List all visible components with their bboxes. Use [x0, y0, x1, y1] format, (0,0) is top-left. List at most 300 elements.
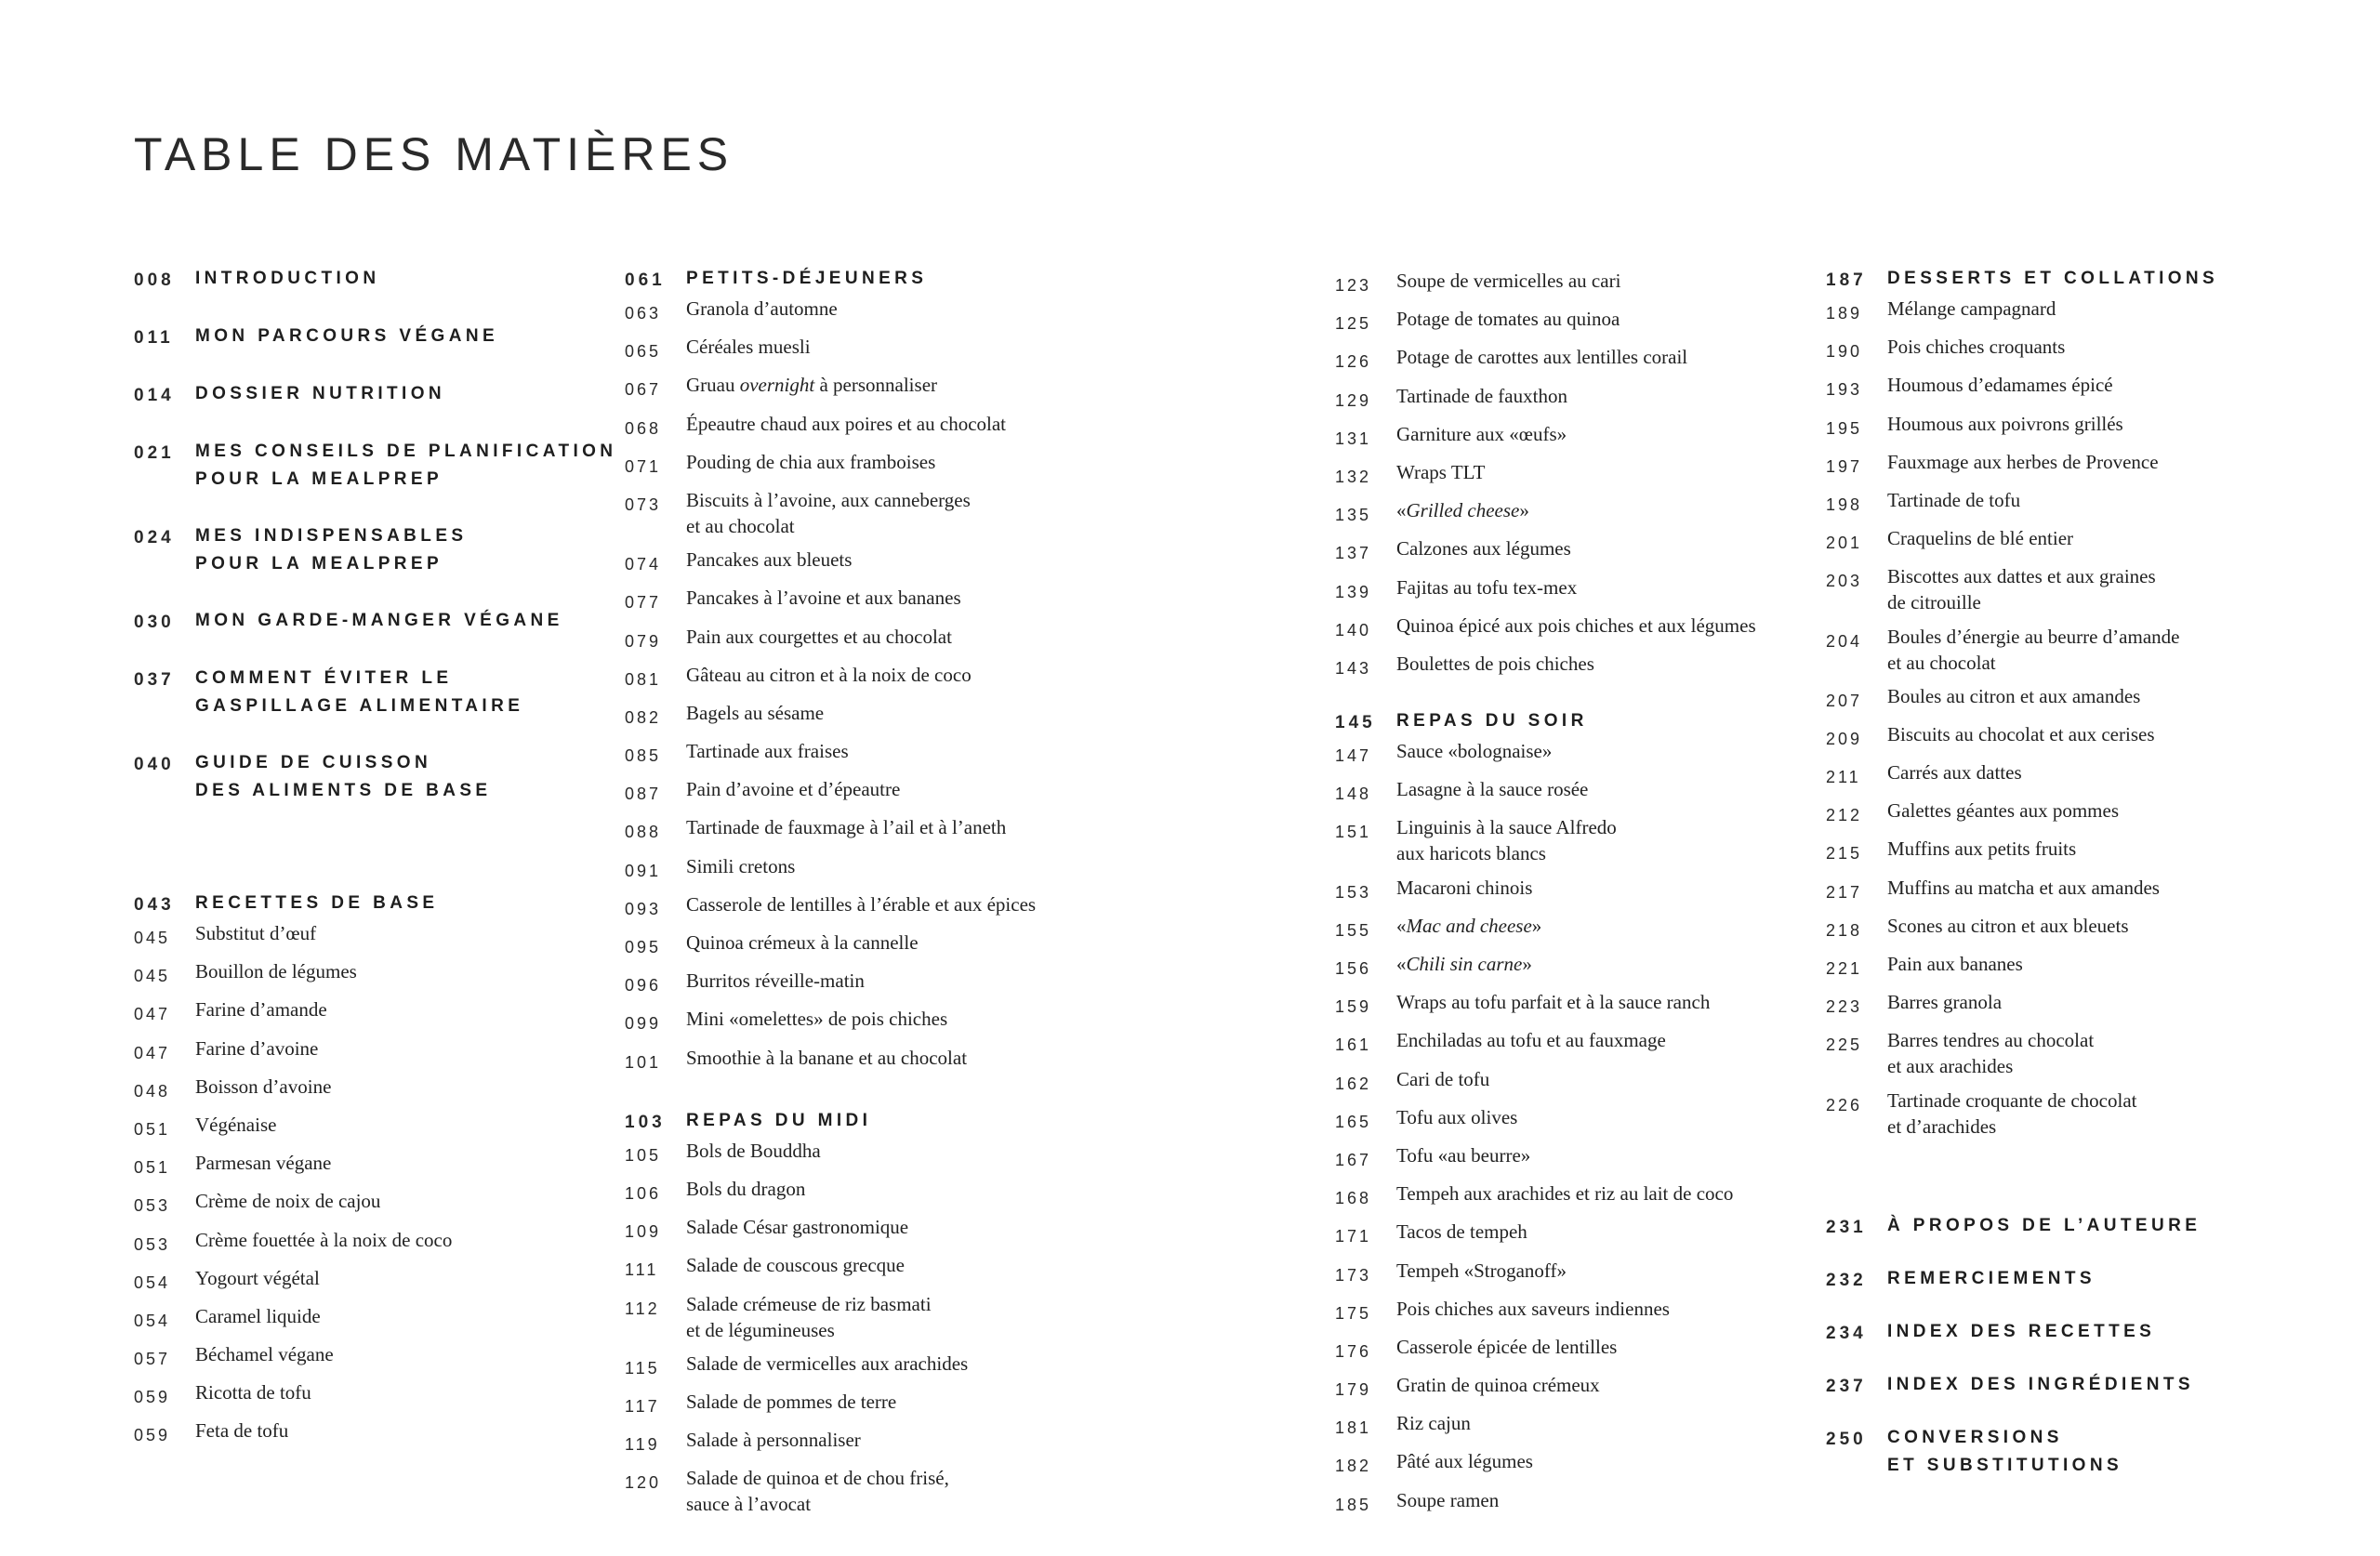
recipe-title: Biscottes aux dattes et aux graines	[1887, 565, 2156, 588]
recipe-title: et aux arachides	[1887, 1055, 2014, 1078]
page-number: 071	[625, 456, 662, 476]
toc-section-entry	[134, 749, 599, 805]
recipe-entry	[1826, 449, 2309, 480]
recipe-entry	[134, 996, 599, 1027]
recipe-entry	[625, 449, 1071, 480]
recipe-entry	[1335, 421, 1800, 452]
page-number: 048	[134, 1081, 171, 1101]
recipe-title: Casserole épicée de lentilles	[1396, 1335, 1618, 1358]
recipe-title: Salade à personnaliser	[686, 1429, 861, 1452]
page-number: 079	[625, 631, 662, 651]
section-title: CONVERSIONS	[1887, 1427, 2063, 1447]
page-number: 156	[1335, 959, 1372, 978]
recipe-entry	[1826, 1027, 2309, 1079]
page-number: 109	[625, 1222, 662, 1242]
page-number: 225	[1826, 1035, 1863, 1055]
section-heading	[1335, 707, 1800, 736]
recipe-title: et au chocolat	[686, 514, 795, 537]
recipe-entry	[1826, 411, 2309, 442]
section-heading	[625, 1107, 1071, 1136]
recipe-entry	[625, 891, 1071, 922]
recipe-title: Crème de noix de cajou	[195, 1190, 381, 1213]
recipe-title: Casserole de lentilles à l’érable et aux épices	[686, 892, 1037, 916]
page-number: 120	[625, 1473, 662, 1493]
recipe-entry	[1335, 1066, 1800, 1097]
recipe-title: Feta de tofu	[195, 1419, 289, 1443]
recipe-title: «Chili sin carne»	[1396, 953, 1532, 975]
section-title: MON GARDE-MANGER VÉGANE	[195, 611, 563, 630]
page-number: 126	[1335, 352, 1372, 372]
intro-sections	[134, 265, 617, 805]
section-title: À PROPOS DE L’AUTEURE	[1887, 1215, 2202, 1235]
recipe-entry	[1335, 1448, 1800, 1479]
page-number: 204	[1826, 631, 1863, 651]
page-number: 065	[625, 342, 662, 362]
page-number: 061	[625, 270, 666, 290]
recipe-entry	[625, 547, 1071, 577]
recipe-title: Substitut d’œuf	[195, 922, 317, 944]
section-title: ET SUBSTITUTIONS	[1887, 1455, 2123, 1475]
recipe-title: Craquelins de blé entier	[1887, 527, 2074, 550]
recipe-entry	[625, 296, 1071, 326]
section-title: DESSERTS ET COLLATIONS	[1887, 269, 2219, 288]
recipe-title: Boules au citron et aux amandes	[1887, 684, 2141, 707]
recipe-title: «Grilled cheese»	[1396, 499, 1529, 522]
recipe-entry	[134, 1379, 599, 1410]
page-number: 074	[625, 555, 662, 574]
recipe-title: Salade crémeuse de riz basmati	[686, 1292, 932, 1315]
page-number: 087	[625, 785, 662, 804]
page-number: 040	[134, 755, 175, 774]
recipe-entry	[1335, 1372, 1800, 1403]
recipe-title: Pain aux bananes	[1887, 953, 2023, 975]
recipe-entry	[625, 334, 1071, 364]
recipe-entry	[1335, 989, 1800, 1020]
page-number: 132	[1335, 467, 1372, 486]
section-desserts-et-collations	[1826, 265, 2309, 1140]
page-number: 014	[134, 386, 175, 405]
page-number: 179	[1335, 1380, 1372, 1400]
recipe-entry	[1335, 1410, 1800, 1441]
recipe-title: Salade de pommes de terre	[686, 1390, 897, 1413]
toc-section-entry	[134, 665, 599, 720]
recipe-title: Potage de tomates au quinoa	[1396, 308, 1620, 331]
recipe-title: sauce à l’avocat	[686, 1493, 812, 1516]
page-number: 111	[625, 1260, 659, 1280]
recipe-title: Pouding de chia aux framboises	[686, 450, 936, 473]
page-number: 232	[1826, 1270, 1867, 1290]
recipe-title: Barres tendres au chocolat	[1887, 1029, 2095, 1052]
recipe-entry	[134, 1418, 599, 1448]
page-number: 099	[625, 1014, 662, 1034]
page-number: 103	[625, 1112, 666, 1132]
repas-du-midi-continued	[1335, 265, 1800, 681]
page-number: 054	[134, 1272, 171, 1292]
toc-column-1	[134, 265, 617, 1457]
page-number: 182	[1335, 1457, 1372, 1476]
recipe-title: Parmesan végane	[195, 1152, 332, 1175]
page-number: 047	[134, 1043, 171, 1062]
page-number: 063	[625, 304, 662, 323]
page-number: 250	[1826, 1429, 1867, 1449]
recipe-entry	[625, 662, 1071, 692]
page-number: 139	[1335, 582, 1372, 601]
page-number: 117	[625, 1396, 660, 1416]
recipe-title: Enchiladas au tofu et au fauxmage	[1396, 1029, 1666, 1052]
recipe-entry	[1826, 487, 2309, 518]
recipe-title: de citrouille	[1887, 591, 1981, 614]
page-number: 151	[1335, 823, 1372, 842]
page-number: 197	[1826, 456, 1863, 476]
recipe-title: Pain aux courgettes et au chocolat	[686, 625, 952, 648]
section-title: GUIDE DE CUISSON	[195, 753, 432, 772]
page-number: 135	[1335, 506, 1372, 525]
recipe-title: Béchamel végane	[195, 1343, 334, 1366]
page-number: 131	[1335, 429, 1372, 448]
recipe-entry	[134, 958, 599, 989]
page-number: 148	[1335, 785, 1372, 804]
recipe-entry	[134, 920, 599, 951]
recipe-entry	[1826, 759, 2309, 790]
page-number: 068	[625, 418, 662, 438]
recipe-title: Garniture aux «œufs»	[1396, 422, 1567, 445]
recipe-title: Ricotta de tofu	[195, 1381, 311, 1404]
recipe-title: Pancakes à l’avoine et aux bananes	[686, 587, 961, 610]
recipe-title: Céréales muesli	[686, 336, 811, 359]
page-number: 047	[134, 1005, 171, 1024]
page-number: 161	[1335, 1035, 1372, 1055]
recipe-entry	[134, 1188, 599, 1219]
page-number: 155	[1335, 920, 1372, 940]
recipe-title: Farine d’avoine	[195, 1036, 319, 1060]
recipe-title: Gruau overnight à personnaliser	[686, 374, 938, 397]
toc-column-4	[1826, 265, 2309, 1504]
page-number: 011	[134, 328, 174, 348]
recipe-entry	[625, 1389, 1071, 1419]
recipe-entry	[625, 372, 1071, 402]
recipe-title: Smoothie à la banane et au chocolat	[686, 1046, 968, 1069]
recipe-title: Fajitas au tofu tex-mex	[1396, 575, 1578, 599]
section-repas-du-midi	[625, 1107, 1071, 1518]
page-number: 215	[1826, 844, 1863, 864]
recipe-title: et d’arachides	[1887, 1114, 1997, 1138]
section-title: GASPILLAGE ALIMENTAIRE	[195, 696, 524, 716]
page-number: 045	[134, 929, 171, 947]
page-number: 105	[625, 1145, 662, 1165]
recipe-title: Mélange campagnard	[1887, 297, 2056, 320]
recipe-entry	[625, 1176, 1071, 1207]
page-number: 195	[1826, 418, 1863, 438]
recipe-title: Bagels au sésame	[686, 701, 825, 724]
recipe-title: Salade de quinoa et de chou frisé,	[686, 1467, 949, 1490]
recipe-entry	[625, 1291, 1071, 1343]
page-title: TABLE DES MATIÈRES	[134, 128, 734, 180]
page-number: 059	[134, 1388, 171, 1407]
page-number: 198	[1826, 494, 1863, 514]
recipe-title: Boules d’énergie au beurre d’amande	[1887, 625, 2180, 648]
recipe-title: Muffins aux petits fruits	[1887, 837, 2077, 861]
section-heading	[134, 890, 599, 918]
page-number: 051	[134, 1119, 171, 1139]
recipe-entry	[1335, 383, 1800, 414]
recipe-title: et au chocolat	[1887, 651, 1996, 674]
page-number: 024	[134, 528, 175, 547]
recipe-entry	[134, 1265, 599, 1296]
recipe-entry	[1335, 1142, 1800, 1173]
page-number: 051	[134, 1158, 171, 1178]
recipe-title: Wraps au tofu parfait et à la sauce ranch	[1396, 991, 1711, 1014]
section-title: PETITS-DÉJEUNERS	[686, 269, 928, 288]
recipe-title: Salade de vermicelles aux arachides	[686, 1352, 969, 1375]
recipe-title: Quinoa crémeux à la cannelle	[686, 931, 919, 954]
recipe-entry	[1826, 683, 2309, 714]
page-number: 209	[1826, 729, 1863, 748]
section-title: DOSSIER NUTRITION	[195, 384, 446, 403]
recipe-entry	[1335, 814, 1800, 866]
recipe-title: Gratin de quinoa crémeux	[1396, 1374, 1600, 1397]
section-title: POUR LA MEALPREP	[195, 469, 443, 489]
page-number: 129	[1335, 390, 1372, 410]
recipe-title: Linguinis à la sauce Alfredo	[1396, 816, 1617, 839]
recipe-entry	[625, 1252, 1071, 1283]
recipe-title: Bols du dragon	[686, 1177, 806, 1200]
page-number: 137	[1335, 544, 1372, 563]
section-title: MES INDISPENSABLES	[195, 526, 468, 546]
page-number: 145	[1335, 713, 1376, 733]
page-number: 221	[1826, 959, 1863, 978]
recipe-title: Tofu «au beurre»	[1396, 1143, 1531, 1167]
recipe-title: Yogourt végétal	[195, 1266, 320, 1289]
recipe-title: Tartinade aux fraises	[686, 740, 849, 763]
recipe-entry	[625, 1214, 1071, 1245]
recipe-entry	[1335, 306, 1800, 336]
recipe-entry	[134, 1341, 599, 1372]
page-number: 067	[625, 380, 662, 400]
recipe-entry	[1335, 574, 1800, 605]
recipe-entry	[625, 1427, 1071, 1457]
recipe-entry	[1826, 989, 2309, 1020]
recipe-entry	[625, 624, 1071, 654]
recipe-entry	[1826, 296, 2309, 326]
page-number: 059	[134, 1426, 171, 1445]
recipe-title: Mini «omelettes» de pois chiches	[686, 1008, 948, 1031]
page-number: 096	[625, 976, 662, 996]
recipe-entry	[1335, 1219, 1800, 1249]
page-number: 095	[625, 938, 662, 956]
recipe-title: Calzones aux légumes	[1396, 537, 1571, 560]
toc-section-entry	[134, 438, 617, 494]
recipe-title: Biscuits à l’avoine, aux canneberges	[686, 488, 971, 511]
page-number: 223	[1826, 997, 1863, 1017]
page-number: 212	[1826, 806, 1863, 825]
page-number: 085	[625, 746, 662, 766]
recipe-entry	[1826, 913, 2309, 943]
recipe-title: Scones au citron et aux bleuets	[1887, 914, 2129, 937]
recipe-entry	[1335, 1104, 1800, 1135]
recipe-title: Tartinade de fauxthon	[1396, 384, 1567, 407]
recipe-title: Galettes géantes aux pommes	[1887, 799, 2120, 823]
page-number: 147	[1335, 746, 1372, 766]
section-title: MON PARCOURS VÉGANE	[195, 326, 499, 346]
recipe-title: Pois chiches aux saveurs indiennes	[1396, 1297, 1670, 1320]
page-number: 171	[1335, 1227, 1372, 1246]
recipe-entry	[1335, 268, 1800, 298]
page-number: 088	[625, 823, 662, 842]
recipe-entry	[625, 968, 1071, 998]
section-petits-dejeuners	[625, 265, 1071, 1075]
section-recettes-de-base	[134, 890, 599, 1448]
page-number: 054	[134, 1311, 171, 1330]
recipe-title: Bols de Bouddha	[686, 1139, 821, 1162]
toc-section-entry	[134, 522, 599, 578]
recipe-entry	[134, 1074, 599, 1104]
recipe-title: Biscuits au chocolat et aux cerises	[1887, 722, 2155, 745]
toc-section-entry	[1826, 1318, 2309, 1347]
page-number: 119	[625, 1435, 660, 1455]
recipe-entry	[1826, 1088, 2309, 1140]
recipe-entry	[625, 738, 1071, 769]
recipe-title: Simili cretons	[686, 854, 796, 877]
recipe-title: Tartinade de fauxmage à l’ail et à l’aneth	[686, 816, 1007, 839]
page-number: 053	[134, 1196, 171, 1216]
page-number: 053	[134, 1234, 171, 1254]
recipe-title: Pois chiches croquants	[1887, 336, 2066, 359]
recipe-title: Tartinade de tofu	[1887, 488, 2021, 511]
toc-section-entry	[134, 607, 599, 636]
page-number: 091	[625, 861, 662, 880]
page-number: 165	[1335, 1112, 1372, 1131]
page-number: 143	[1335, 658, 1372, 678]
page-number: 159	[1335, 997, 1372, 1017]
page-number: 203	[1826, 572, 1863, 591]
toc-section-entry	[134, 265, 599, 294]
recipe-title: Barres granola	[1887, 991, 2003, 1014]
recipe-entry	[1335, 738, 1800, 769]
recipe-entry	[134, 1303, 599, 1334]
recipe-entry	[1335, 913, 1800, 943]
page-number: 125	[1335, 314, 1372, 334]
page-number: 176	[1335, 1341, 1372, 1361]
recipe-title: Tacos de tempeh	[1396, 1220, 1527, 1244]
section-title: MES CONSEILS DE PLANIFICATION	[195, 442, 617, 461]
recipe-entry	[134, 1112, 599, 1142]
recipe-entry	[1335, 1180, 1800, 1211]
recipe-entry	[1335, 1334, 1800, 1365]
recipe-title: Salade de couscous grecque	[686, 1254, 905, 1277]
page-number: 175	[1335, 1303, 1372, 1323]
recipe-entry	[1335, 1296, 1800, 1326]
page-number: 237	[1826, 1376, 1867, 1396]
toc-section-entry	[134, 323, 599, 351]
recipe-entry	[1826, 798, 2309, 828]
recipe-entry	[1335, 613, 1800, 643]
recipe-title: Potage de carottes aux lentilles corail	[1396, 346, 1688, 369]
page-number: 123	[1335, 276, 1372, 295]
recipe-entry	[1826, 334, 2309, 364]
recipe-title: et de légumineuses	[686, 1318, 835, 1341]
page-number: 173	[1335, 1265, 1372, 1285]
recipe-title: Tartinade croquante de chocolat	[1887, 1088, 2137, 1112]
recipe-title: Gâteau au citron et à la noix de coco	[686, 663, 972, 686]
toc-section-entry	[1826, 1371, 2309, 1400]
page-number: 115	[625, 1358, 660, 1378]
toc-section-entry	[1826, 1424, 2309, 1480]
recipe-title: Crème fouettée à la noix de coco	[195, 1228, 453, 1251]
recipe-entry	[1826, 951, 2309, 982]
page-number: 101	[625, 1052, 662, 1072]
page-number: 162	[1335, 1074, 1372, 1093]
toc-section-entry	[1826, 1212, 2309, 1241]
page-number: 057	[134, 1350, 171, 1369]
page-number: 045	[134, 967, 171, 986]
recipe-entry	[625, 1006, 1071, 1036]
recipe-title: Tempeh aux arachides et riz au lait de coco	[1396, 1182, 1734, 1206]
recipe-title: «Mac and cheese»	[1396, 914, 1542, 937]
section-title: REMERCIEMENTS	[1887, 1268, 2096, 1288]
recipe-title: Wraps TLT	[1396, 460, 1486, 483]
recipe-title: Salade César gastronomique	[686, 1216, 909, 1239]
recipe-entry	[1335, 776, 1800, 807]
page-number: 073	[625, 494, 662, 514]
recipe-title: Granola d’automne	[686, 297, 838, 320]
section-title: POUR LA MEALPREP	[195, 554, 443, 574]
page-number: 207	[1826, 691, 1863, 710]
section-title: REPAS DU SOIR	[1396, 711, 1588, 732]
recipe-entry	[134, 1227, 599, 1258]
recipe-title: Riz cajun	[1396, 1412, 1471, 1435]
page-number: 234	[1826, 1323, 1867, 1343]
recipe-title: Pancakes aux bleuets	[686, 548, 853, 572]
recipe-title: Boisson d’avoine	[195, 1075, 332, 1098]
recipe-title: Pain d’avoine et d’épeautre	[686, 778, 901, 801]
recipe-title: Végénaise	[195, 1113, 277, 1136]
recipe-entry	[1826, 624, 2309, 676]
recipe-title: Pâté aux légumes	[1396, 1450, 1533, 1473]
recipe-title: Bouillon de légumes	[195, 960, 357, 983]
section-title: INTRODUCTION	[195, 269, 380, 288]
recipe-entry	[1826, 721, 2309, 752]
section-title: INDEX DES RECETTES	[1887, 1321, 2156, 1341]
recipe-title: Burritos réveille-matin	[686, 969, 865, 993]
page-number: 218	[1826, 920, 1863, 940]
page-number: 043	[134, 895, 175, 915]
recipe-entry	[1826, 875, 2309, 905]
section-heading	[625, 265, 1071, 294]
recipe-entry	[625, 487, 1071, 539]
section-title: COMMENT ÉVITER LE	[195, 668, 453, 688]
recipe-entry	[625, 853, 1071, 884]
page-number: 077	[625, 593, 662, 613]
page-number: 153	[1335, 882, 1372, 902]
recipe-entry	[1335, 497, 1800, 528]
recipe-title: Muffins au matcha et aux amandes	[1887, 876, 2160, 899]
recipe-entry	[1335, 651, 1800, 681]
section-repas-du-soir	[1335, 707, 1800, 1518]
recipe-title: Quinoa épicé aux pois chiches et aux légumes	[1396, 613, 1756, 637]
page-number: 217	[1826, 882, 1863, 902]
page-number: 193	[1826, 380, 1863, 400]
page-number: 189	[1826, 304, 1863, 323]
toc-column-2	[625, 265, 1071, 1524]
recipe-entry	[625, 585, 1071, 615]
recipe-title: Macaroni chinois	[1396, 876, 1533, 899]
page-number: 082	[625, 707, 662, 727]
page-number: 187	[1826, 270, 1867, 290]
recipe-entry	[134, 1150, 599, 1180]
recipe-title: Boulettes de pois chiches	[1396, 652, 1594, 675]
page-number: 181	[1335, 1418, 1372, 1438]
page-number: 185	[1335, 1495, 1372, 1514]
